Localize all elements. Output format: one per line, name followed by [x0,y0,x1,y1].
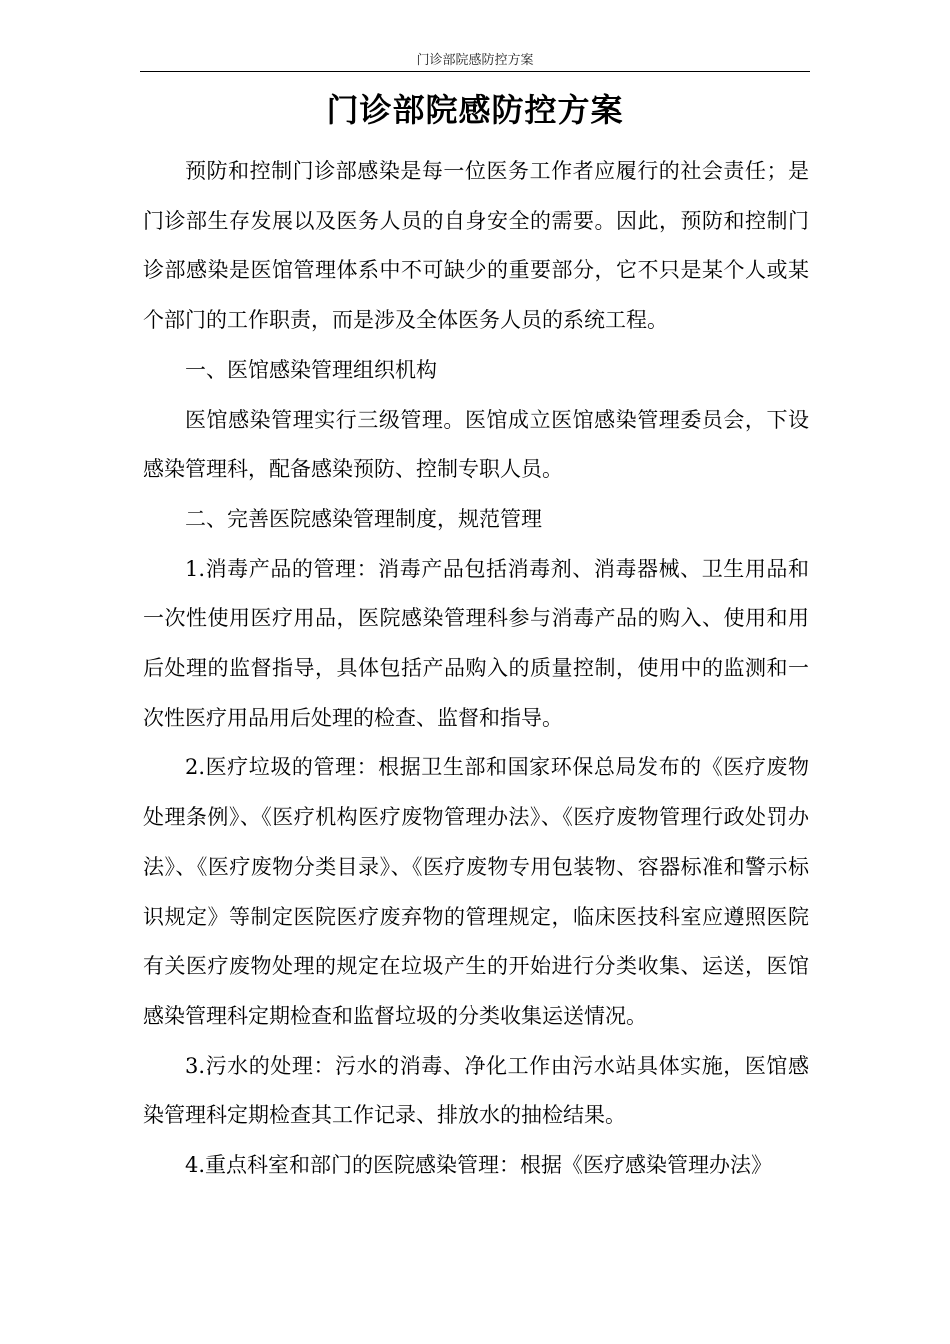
item-3-paragraph: 3.污水的处理：污水的消毒、净化工作由污水站具体实施，医馆感染管理科定期检查其工作记录、排放水的抽检结果。 [143,1053,809,1128]
section-heading-1: 一、医馆感染管理组织机构 [185,357,437,382]
section-1-paragraph: 医馆感染管理实行三级管理。医馆成立医馆感染管理委员会，下设感染管理科，配备感染预防、控制专职人员。 [143,407,809,482]
header-divider [140,71,810,72]
intro-paragraph: 预防和控制门诊部感染是每一位医务工作者应履行的社会责任；是门诊部生存发展以及医务人员的自身安全的需要。因此，预防和控制门诊部感染是医馆管理体系中不可缺少的重要部分，它不只是某个人或某个部门的工作职责，而是涉及全体医务人员的系统工程。 [143,159,809,333]
item-1-paragraph: 1.消毒产品的管理：消毒产品包括消毒剂、消毒器械、卫生用品和一次性使用医疗用品，医院感染管理科参与消毒产品的购入、使用和用后处理的监督指导，具体包括产品购入的质量控制，使用中的监测和一次性医疗用品用后处理的检查、监督和指导。 [143,556,809,730]
item-4-paragraph: 4.重点科室和部门的医院感染管理：根据《医疗感染管理办法》 [185,1153,773,1178]
running-header: 门诊部院感防控方案 [416,53,534,68]
section-heading-2: 二、完善医院感染管理制度，规范管理 [185,506,542,531]
document-title: 门诊部院感防控方案 [326,91,624,129]
item-2-paragraph: 2.医疗垃圾的管理：根据卫生部和国家环保总局发布的《医疗废物处理条例》、《医疗机构医疗废物管理办法》、《医疗废物管理行政处罚办法》、《医疗废物分类目录》、《医疗废物专用包装物、容器标准和警示标识规定》等制定医院医疗废弃物的管理规定，临床医技科室应遵照医院有关医疗废物处理的规定在垃圾产生的开始进行分类收集、运送，医馆感染管理科定期检查和监督垃圾的分类收集运送情况。 [143,755,809,1028]
document-body [143,147,809,1191]
